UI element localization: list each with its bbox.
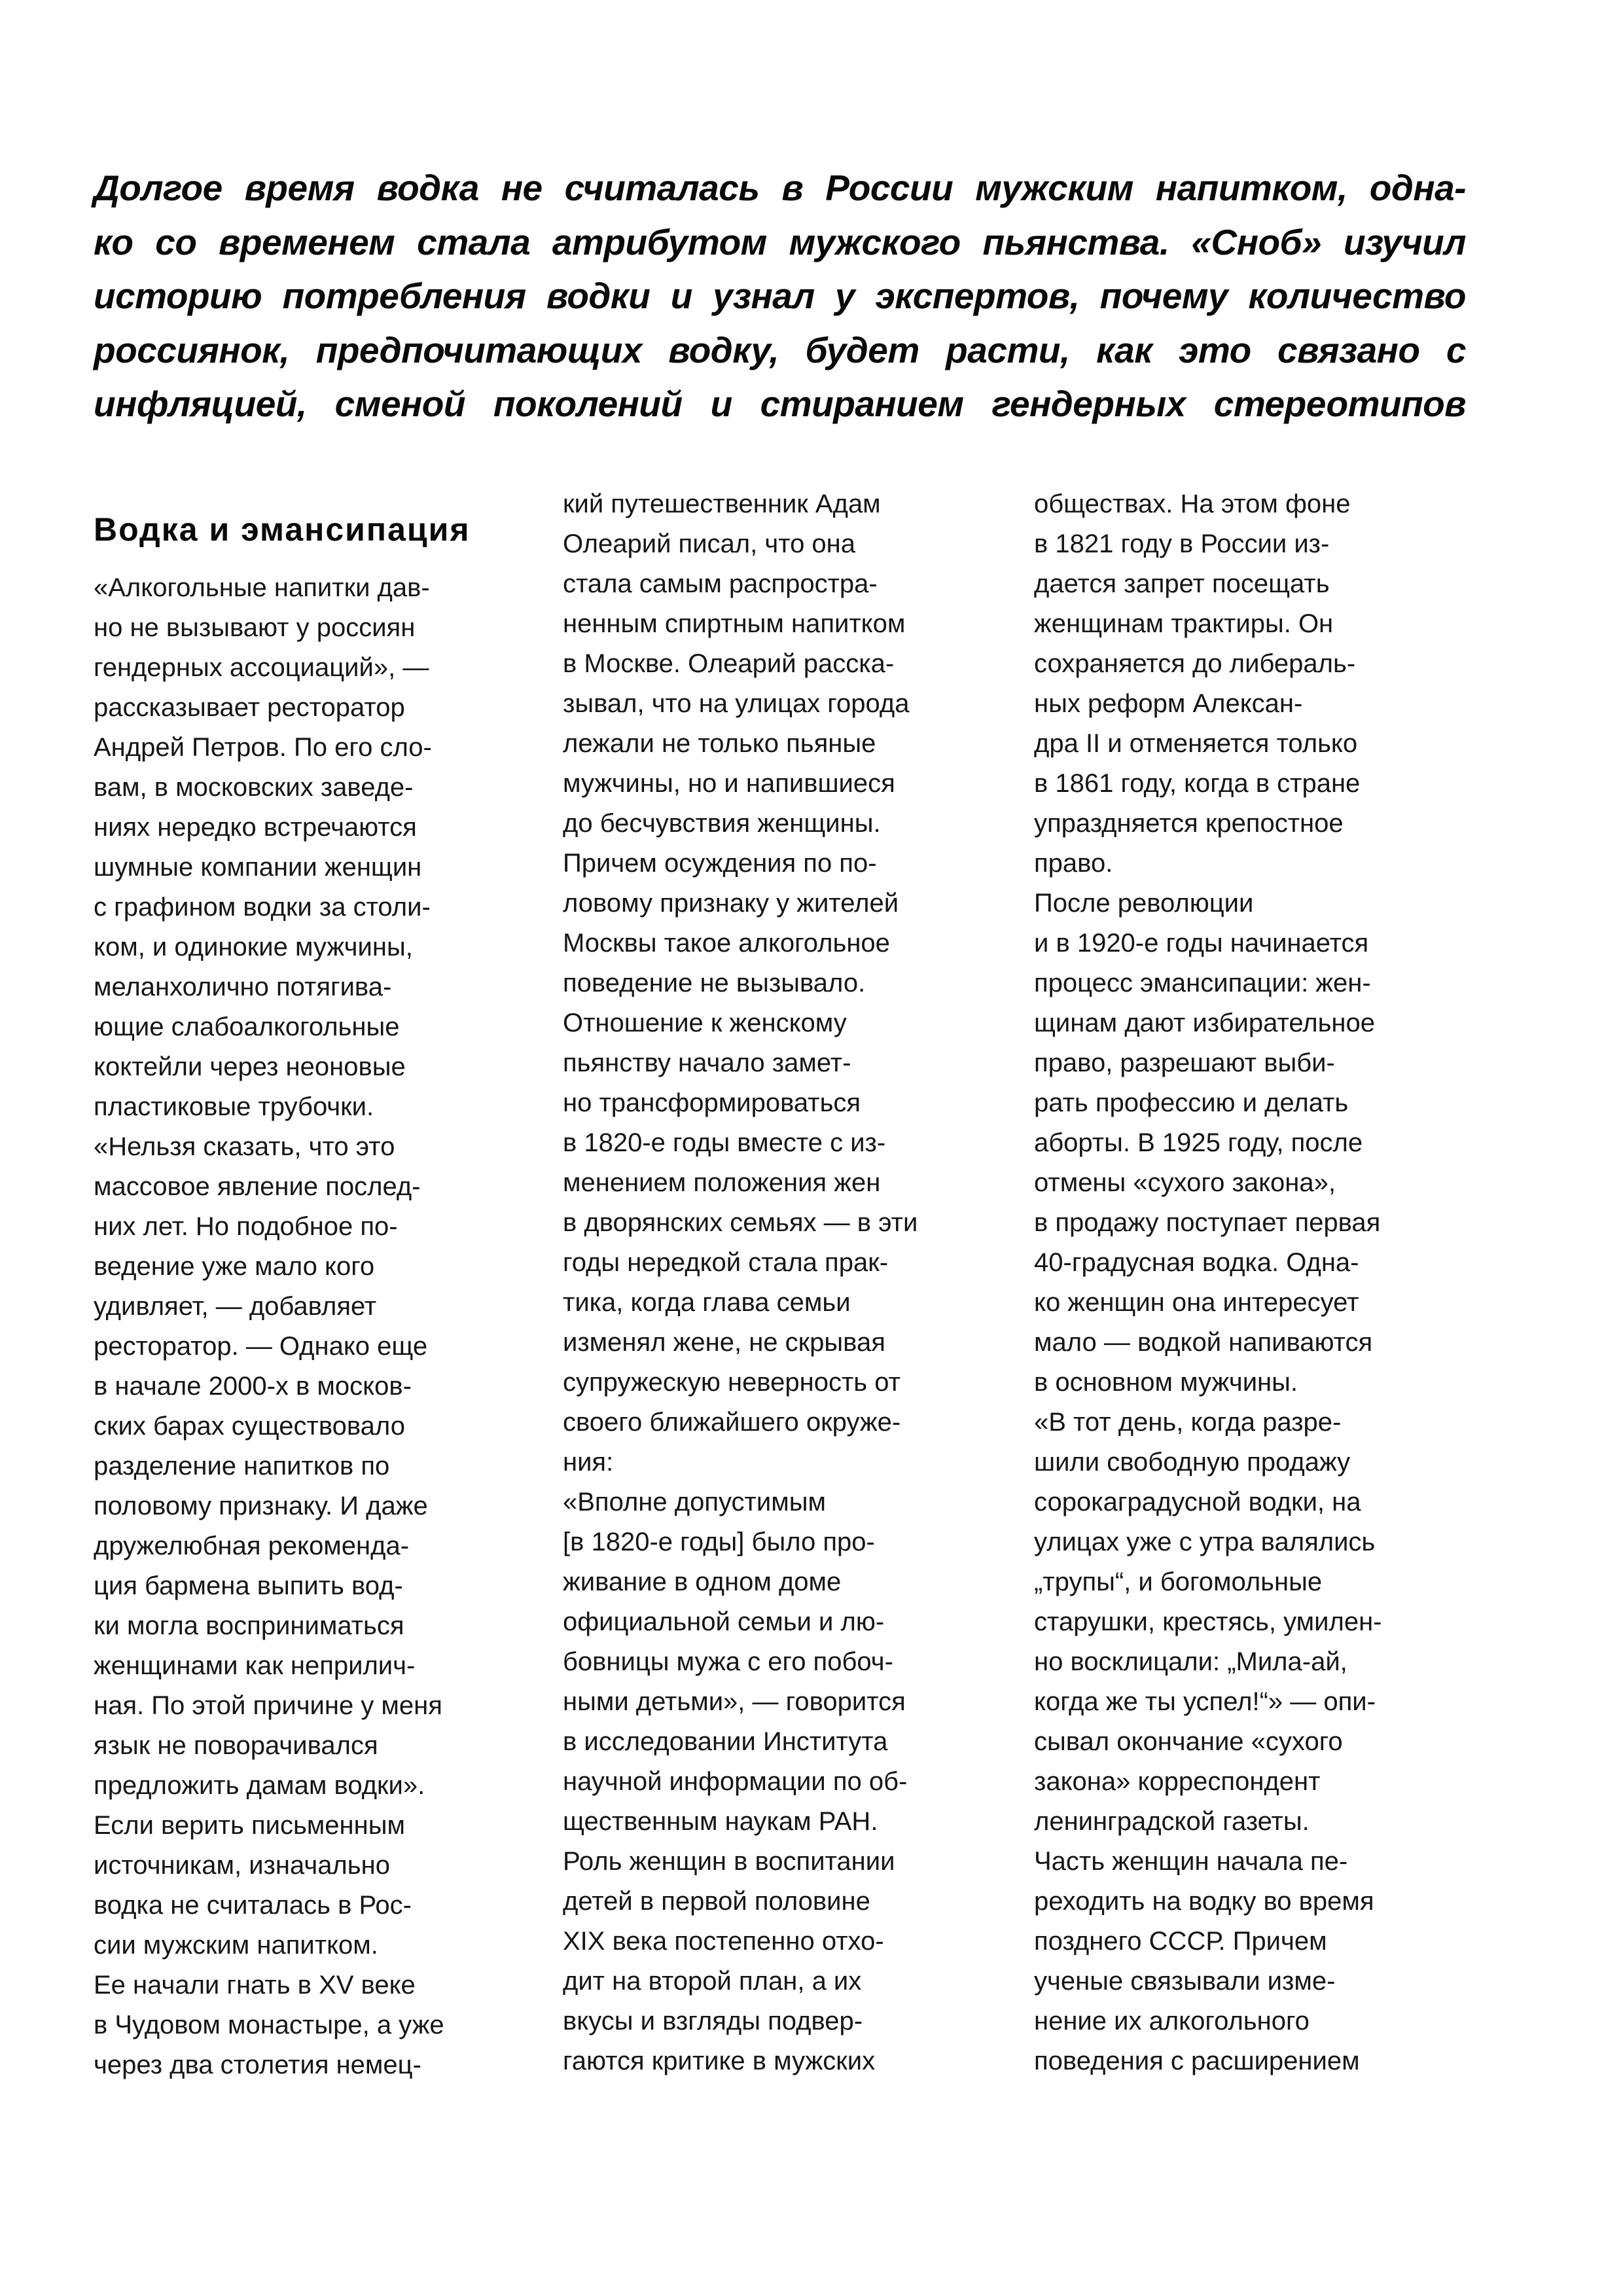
- text-line: ком, и одинокие мужчины,: [94, 933, 413, 961]
- text-line: 40-градусная водка. Одна-: [1034, 1248, 1359, 1277]
- text-line: коктейли через неоновые: [94, 1052, 406, 1081]
- text-line: ниях нередко встречаются: [94, 813, 417, 842]
- text-line: ко женщин она интересует: [1034, 1288, 1359, 1317]
- text-line: изменял жене, не скрывая: [563, 1328, 885, 1357]
- text-line: реходить на водку во время: [1034, 1887, 1374, 1916]
- text-line: После революции: [1034, 889, 1254, 918]
- text-line: сохраняется до либераль-: [1034, 649, 1356, 678]
- text-line: официальной семьи и лю-: [563, 1607, 885, 1636]
- text-line: ки могла восприниматься: [94, 1611, 404, 1640]
- text-line: Андрей Петров. По его сло-: [94, 733, 432, 762]
- text-line: них лет. Но подобное по-: [94, 1212, 398, 1241]
- text-column-3: [1034, 484, 1502, 2081]
- text-line: ученые связывали изме-: [1034, 1967, 1336, 1996]
- text-line: дается запрет посещать: [1034, 569, 1330, 598]
- text-line: «Нельзя сказать, что это: [94, 1132, 395, 1161]
- text-line: менением положения жен: [563, 1168, 881, 1197]
- text-line: массовое явление послед-: [94, 1172, 421, 1201]
- text-line: вкусы и взгляды подвер-: [563, 2007, 863, 2036]
- text-line: разделение напитков по: [94, 1452, 390, 1480]
- text-line: годы нередкой стала прак-: [563, 1248, 889, 1277]
- text-line: в продажу поступает первая: [1034, 1208, 1381, 1237]
- text-line: право.: [1034, 849, 1113, 878]
- text-line: старушки, крестясь, умилен-: [1034, 1607, 1382, 1636]
- text-line: мало — водкой напиваются: [1034, 1328, 1373, 1357]
- text-line: супружескую неверность от: [563, 1368, 901, 1397]
- text-line: научной информации по об-: [563, 1767, 908, 1796]
- text-line: рассказывает ресторатор: [94, 693, 405, 722]
- text-line: дра II и отменяется только: [1034, 729, 1358, 758]
- text-line: вам, в московских заведе-: [94, 773, 414, 802]
- text-line: право, разрешают выби-: [1034, 1049, 1335, 1077]
- text-line: „трупы“, и богомольные: [1034, 1568, 1323, 1596]
- text-line: щественным наукам РАН.: [563, 1807, 878, 1836]
- text-line: в Москве. Олеарий расска-: [563, 649, 895, 678]
- text-line: [в 1820-е годы] было про-: [563, 1528, 875, 1556]
- text-line: детей в первой половине: [563, 1887, 870, 1916]
- text-line: но не вызывают у россиян: [94, 613, 416, 642]
- text-line: «Вполне допустимым: [563, 1488, 826, 1516]
- text-line: Долгое время водка не считалась в России мужским напитком, одна-: [94, 168, 1466, 208]
- text-line: зывал, что на улицах города: [563, 689, 910, 718]
- text-line: ненным спиртным напитком: [563, 609, 906, 638]
- text-line: позднего СССР. Причем: [1034, 1927, 1327, 1956]
- text-line: гаются критике в мужских: [563, 2047, 876, 2075]
- text-line: ко со временем стала атрибутом мужского пьянства. «Сноб» изучил: [94, 221, 1466, 262]
- text-line: ресторатор. — Однако еще: [94, 1332, 428, 1361]
- text-line: язык не поворачивался: [94, 1731, 378, 1760]
- text-line: пьянству начало замет-: [563, 1049, 851, 1077]
- text-line: в исследовании Института: [563, 1727, 888, 1756]
- text-line: сорокаградусной водки, на: [1034, 1488, 1361, 1516]
- text-line: сии мужским напитком.: [94, 1931, 378, 1960]
- text-line: предложить дамам водки».: [94, 1771, 425, 1800]
- text-line: ведение уже мало кого: [94, 1252, 375, 1281]
- text-column-1: [94, 568, 562, 2085]
- text-line: лежали не только пьяные: [563, 729, 876, 758]
- text-line: ными детьми», — говорится: [563, 1687, 906, 1716]
- text-line: закона» корреспондент: [1034, 1767, 1321, 1796]
- text-line: мужчины, но и напившиеся: [563, 769, 895, 798]
- text-line: в дворянских семьях — в эти: [563, 1208, 918, 1237]
- text-line: с графином водки за столи-: [94, 893, 431, 922]
- text-line: Олеарий писал, что она: [563, 529, 856, 558]
- text-line: в Чудовом монастыре, а уже: [94, 2011, 444, 2039]
- text-line: половому признаку. И даже: [94, 1492, 428, 1520]
- text-line: когда же ты успел!“» — опи-: [1034, 1687, 1376, 1716]
- text-line: улицах уже с утра валялись: [1034, 1528, 1376, 1556]
- text-line: тика, когда глава семьи: [563, 1288, 851, 1317]
- text-line: до бесчувствия женщины.: [563, 809, 881, 838]
- text-line: ция бармена выпить вод-: [94, 1571, 403, 1600]
- text-line: историю потребления водки и узнал у экспертов, почему количество: [94, 276, 1466, 316]
- text-line: в 1820-е годы вместе с из-: [563, 1128, 886, 1157]
- text-line: женщинами как неприлич-: [94, 1651, 416, 1680]
- text-line: ная. По этой причине у меня: [94, 1691, 442, 1720]
- text-line: дит на второй план, а их: [563, 1967, 862, 1996]
- text-line: стала самым распростра-: [563, 569, 878, 598]
- text-line: поведения с расширением: [1034, 2047, 1360, 2075]
- text-line: удивляет, — добавляет: [94, 1292, 377, 1321]
- text-line: обществах. На этом фоне: [1034, 490, 1351, 518]
- text-line: но восклицали: „Мила-ай,: [1034, 1647, 1347, 1676]
- text-line: кий путешественник Адам: [563, 490, 881, 518]
- section-heading: Водка и эмансипация: [94, 511, 471, 548]
- text-line: сывал окончание «сухого: [1034, 1727, 1343, 1756]
- text-line: дружелюбная рекоменда-: [94, 1532, 410, 1560]
- text-line: меланхолично потягива-: [94, 973, 392, 1001]
- intro-paragraph: [94, 161, 1466, 431]
- text-line: щинам дают избирательное: [1034, 1009, 1375, 1037]
- text-line: поведение не вызывало.: [563, 969, 866, 997]
- text-line: процесс эмансипации: жен-: [1034, 969, 1371, 997]
- text-line: но трансформироваться: [563, 1088, 861, 1117]
- text-line: рать профессию и делать: [1034, 1088, 1349, 1117]
- text-line: отмены «сухого закона»,: [1034, 1168, 1336, 1197]
- text-line: в начале 2000-х в москов-: [94, 1372, 412, 1401]
- text-line: водка не считалась в Рос-: [94, 1891, 412, 1920]
- text-line: ных реформ Алексан-: [1034, 689, 1303, 718]
- text-line: гендерных ассоциаций», —: [94, 653, 429, 682]
- text-line: «Алкогольные напитки дав-: [94, 573, 430, 602]
- text-line: XIX века постепенно отхо-: [563, 1927, 884, 1956]
- text-line: ленинградской газеты.: [1034, 1807, 1310, 1836]
- text-line: женщинам трактиры. Он: [1034, 609, 1334, 638]
- text-line: Часть женщин начала пе-: [1034, 1847, 1348, 1876]
- text-column-2: [563, 484, 1031, 2081]
- text-line: Москвы такое алкогольное: [563, 929, 890, 958]
- text-line: источникам, изначально: [94, 1851, 390, 1880]
- text-line: в 1861 году, когда в стране: [1034, 769, 1361, 798]
- text-line: инфляцией, сменой поколений и стиранием гендерных стереотипов: [94, 384, 1466, 424]
- text-line: Если верить письменным: [94, 1811, 405, 1840]
- text-line: Отношение к женскому: [563, 1009, 847, 1037]
- text-line: в 1821 году в России из-: [1034, 529, 1330, 558]
- text-line: Причем осуждения по по-: [563, 849, 877, 878]
- text-line: через два столетия немец-: [94, 2051, 421, 2079]
- text-line: живание в одном доме: [563, 1568, 842, 1596]
- text-line: ловому признаку у жителей: [563, 889, 899, 918]
- text-line: и в 1920-е годы начинается: [1034, 929, 1369, 958]
- text-line: ния:: [563, 1448, 614, 1477]
- text-line: бовницы мужа с его побоч-: [563, 1647, 893, 1676]
- text-line: шили свободную продажу: [1034, 1448, 1351, 1477]
- text-line: ских барах существовало: [94, 1412, 405, 1441]
- text-line: нение их алкогольного: [1034, 2007, 1310, 2036]
- text-line: упраздняется крепостное: [1034, 809, 1344, 838]
- text-line: пластиковые трубочки.: [94, 1092, 374, 1121]
- text-line: ющие слабоалкогольные: [94, 1013, 400, 1041]
- text-line: Роль женщин в воспитании: [563, 1847, 895, 1876]
- text-line: Ее начали гнать в XV веке: [94, 1971, 416, 2000]
- text-line: своего ближайшего окруже-: [563, 1408, 901, 1437]
- text-line: в основном мужчины.: [1034, 1368, 1298, 1397]
- text-line: «В тот день, когда разре-: [1034, 1408, 1342, 1437]
- text-line: аборты. В 1925 году, после: [1034, 1128, 1363, 1157]
- text-line: шумные компании женщин: [94, 853, 422, 882]
- text-line: россиянок, предпочитающих водку, будет расти, как это связано с: [94, 329, 1466, 370]
